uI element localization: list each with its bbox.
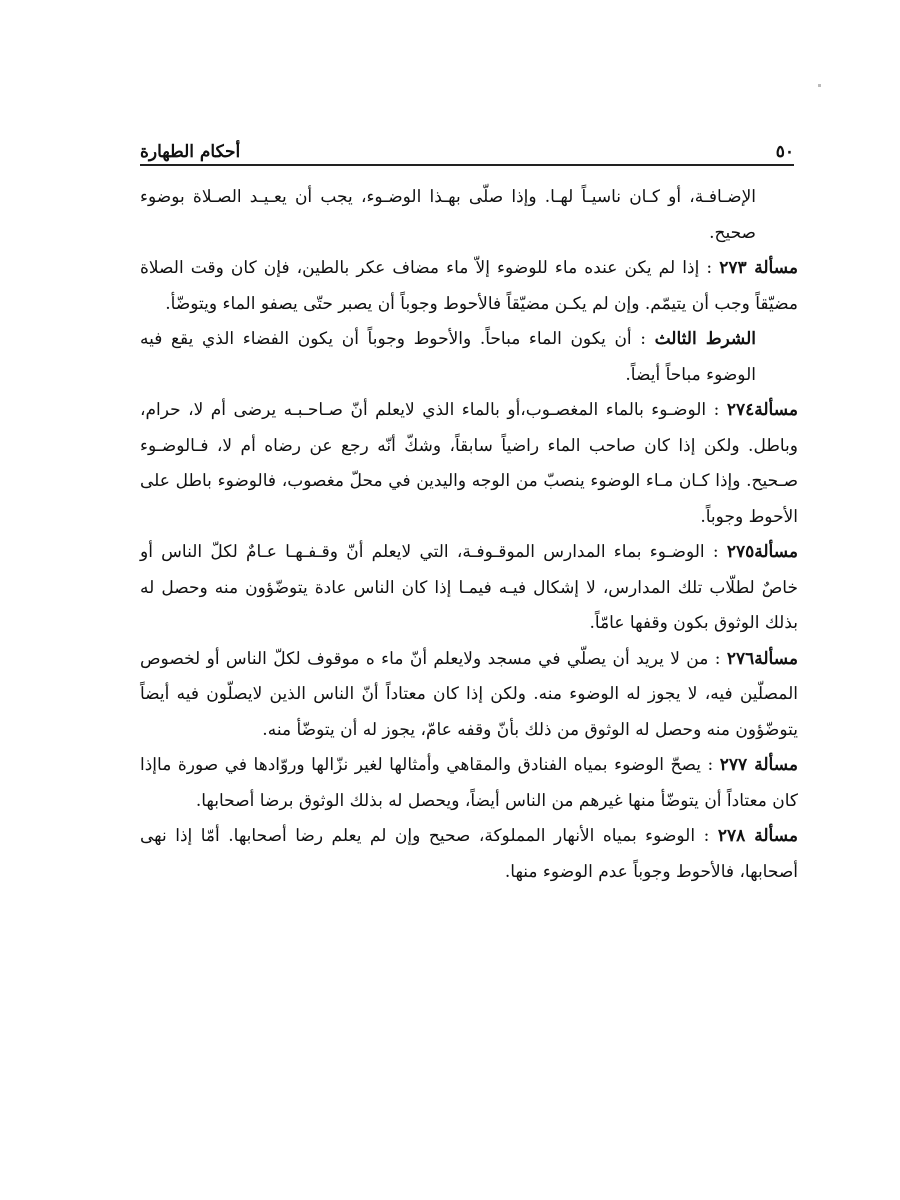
paragraph: [140, 180, 798, 251]
paragraph: [140, 819, 798, 890]
paragraph-text: الإضـافـة، أو كـان ناسيـاً لهـا. وإذا صلّى بهـذا الوضـوء، يجب أن يعـيـد الصـلاة بوضوء صحيح.: [140, 187, 756, 243]
issue-label: مسألة ٢٧٨: [717, 826, 798, 846]
paragraph-text: : الوضـوء بماء المدارس الموقـوفـة، التي لايعلم أنّ وقـفـهـا عـامٌ لكلّ الناس أو خاصٌ لطلّاب تلك المدارس، لا إشكال فيـه فيمـا إذا كان الناس عادة يتوضّؤون منه وحصل له بذلك الوثوق بكون وقفها عامّاً.: [140, 542, 798, 633]
paragraph: [140, 748, 798, 819]
running-title: أحكام الطهارة: [140, 142, 241, 162]
issue-label: مسألة ٢٧٣: [719, 258, 799, 278]
issue-label: مسألة ٢٧٧: [719, 755, 798, 775]
page-header: [140, 132, 794, 162]
page-number: ٥٠: [775, 142, 794, 162]
paragraph-text: : من لا يريد أن يصلّي في مسجد ولايعلم أنّ ماء ه موقوف لكلّ الناس أو لخصوص المصلّين فيه، لا يجوز له الوضوء منه. ولكن إذا كان معتاداً أنّ الناس الذين لايصلّون فيه أيضاً يتوضّؤون منه وحصل له الوثوق من ذلك بأنّ وقفه عامّ، يجوز له أن يتوضّأ منه.: [140, 648, 798, 740]
issue-label: مسألة٢٧٤: [726, 400, 799, 420]
paragraph-text: : إذا لم يكن عنده ماء للوضوء إلاّ ماء مضاف عكر بالطين، فإن كان وقت الصلاة مضيّقاً وجب أن يتيمّم. وإن لم يكـن مضيّقاً فالأحوط وجوباً أن يصبر حتّى يصفو الماء ويتوضّأ.: [140, 258, 798, 314]
issue-label: مسألة٢٧٥: [726, 542, 798, 562]
paragraph: [140, 251, 798, 322]
paragraph: [140, 642, 798, 749]
paragraph-text: : الوضـوء بالماء المغصـوب،أو بالماء الذي لايعلم أنّ صـاحـبـه يرضى أم لا، حرام، وباطل. ولكن إذا كان صاحب الماء راضياً سابقاً، وشكّ أنّه رجع عن رضاه أم لا، فـالوضـوء صـحيح. وإذا كـان مـاء الوضوء ينصبّ من الوجه واليدين في محلّ مغصوب، فالوضوء باطل على الأحوط وجوباً.: [140, 400, 798, 527]
paragraph: [140, 322, 798, 393]
paragraph-text: : الوضوء بمياه الأنهار المملوكة، صحيح وإن لم يعلم رضا أصحابها. أمّا إذا نهى أصحابها، فالأحوط وجوباً عدم الوضوء منها.: [140, 826, 798, 882]
scan-speck: [818, 84, 821, 87]
header-rule: [140, 164, 794, 166]
section-label: الشرط الثالث: [654, 329, 756, 349]
issue-label: مسألة٢٧٦: [726, 648, 798, 669]
paragraph-text: : يصحّ الوضوء بمياه الفنادق والمقاهي وأمثالها لغير نزّالها وروّادها في صورة ماإذا كان معتاداً أن يتوضّأ منها غيرهم من الناس أيضاً، ويحصل له بذلك الوثوق برضا أصحابها.: [140, 755, 798, 811]
paragraph: [140, 535, 798, 642]
page-body: [140, 180, 798, 890]
paragraph-text: : أن يكون الماء مباحاً. والأحوط وجوباً أن يكون الفضاء الذي يقع فيه الوضوء مباحاً أيضاً.: [140, 329, 756, 385]
paragraph: [140, 393, 798, 535]
